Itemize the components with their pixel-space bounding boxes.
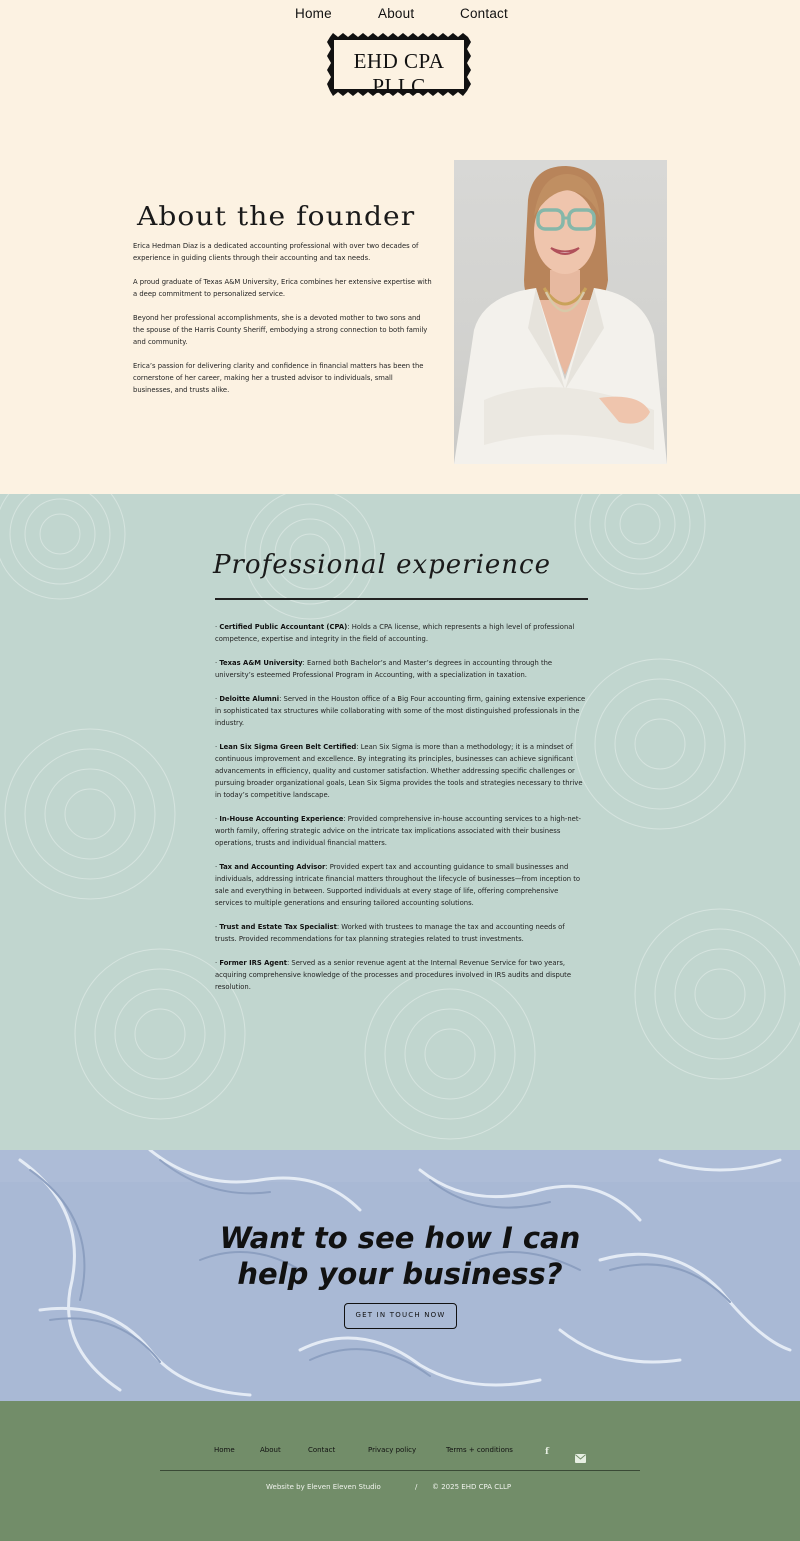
experience-item-title: Tax and Accounting Advisor — [219, 863, 326, 871]
experience-item-title: Deloitte Alumni — [219, 695, 280, 703]
footer-terms-link[interactable]: Terms + conditions — [446, 1446, 513, 1454]
about-paragraph: Beyond her professional accomplishments, she is a devoted mother to two sons and the spouse of the Harris County Sheriff, embodying a strong connection to both family and community. — [133, 314, 428, 346]
main-nav — [0, 6, 800, 24]
cta-title-line: help your business? — [237, 1257, 563, 1291]
experience-section — [0, 494, 800, 1150]
footer-privacy-link[interactable]: Privacy policy — [368, 1446, 417, 1454]
experience-item — [215, 693, 588, 729]
cta-title-line: Want to see how I can — [219, 1221, 581, 1255]
footer-credit-link[interactable]: Website by Eleven Eleven Studio — [266, 1483, 381, 1491]
experience-item — [215, 813, 588, 849]
footer-separator: / — [415, 1483, 418, 1491]
experience-item-title: Former IRS Agent — [219, 959, 287, 967]
experience-item-text: : Holds a CPA license, which represents a high level of professional competence, expertise and integrity in the field of accounting. — [215, 623, 575, 643]
footer-home-link[interactable]: Home — [214, 1446, 235, 1454]
facebook-icon[interactable]: f — [545, 1447, 549, 1457]
nav-about-link[interactable]: About — [378, 6, 415, 21]
experience-item-text: : Provided comprehensive in-house accounting services to a high-net-worth family, offering strategic advice on the intricate tax implications associated with their business operations, trusts and individual financial matters. — [215, 815, 581, 847]
nav-home-link[interactable]: Home — [295, 6, 332, 21]
footer-contact-link[interactable]: Contact — [308, 1446, 336, 1454]
footer-copyright: © 2025 EHD CPA CLLP — [432, 1483, 512, 1491]
get-in-touch-button[interactable]: GET IN TOUCH NOW — [344, 1303, 457, 1329]
about-title: About the founder — [137, 202, 416, 232]
experience-item-title: Texas A&M University — [219, 659, 303, 667]
experience-item-prefix: · — [215, 623, 220, 631]
footer-about-link[interactable]: About — [260, 1446, 281, 1454]
experience-item — [215, 621, 588, 645]
experience-item-title: In-House Accounting Experience — [219, 815, 344, 823]
site-footer — [0, 1401, 800, 1541]
experience-item-prefix: · — [215, 863, 220, 871]
site-header — [0, 0, 800, 140]
experience-item — [215, 957, 588, 993]
about-section — [0, 140, 800, 494]
logo-text: EHD CPA PLLC — [353, 49, 445, 98]
experience-item — [215, 657, 588, 681]
experience-item — [215, 861, 588, 909]
nav-contact-link[interactable]: Contact — [460, 6, 508, 21]
founder-photo — [454, 160, 667, 464]
mail-icon[interactable] — [575, 1448, 586, 1457]
experience-item-text: : Earned both Bachelor’s and Master’s degrees in accounting through the university’s esteemed Professional Program in Accounting, with a specialization in taxation. — [215, 659, 553, 679]
experience-item-text: : Served as a senior revenue agent at the Internal Revenue Service for two years, acquiring comprehensive knowledge of the processes and procedures involved in IRS audits and dispute resolution. — [215, 959, 571, 991]
experience-item-prefix: · — [215, 815, 220, 823]
experience-item-prefix: · — [215, 659, 220, 667]
experience-item-text: : Lean Six Sigma is more than a methodology; it is a mindset of continuous improvement and excellence. By integrating its principles, businesses can achieve significant advancements in efficiency, quality and customer satisfaction. Whether addressing specific challenges or pursuing broader organizational goals, Lean Six Sigma provides the tools and strategies necessary to thrive in today’s competitive landscape. — [215, 743, 583, 799]
mail-icon-glyph — [575, 1454, 586, 1463]
experience-item-text: : Provided expert tax and accounting guidance to small businesses and individuals, addressing intricate financial matters throughout the lifecycle of businesses—from inception to sale and everything in between. Supported individuals at every stage of life, offering comprehensive services to multiple generations and ensuring tailored accounting solutions. — [215, 863, 581, 907]
experience-item-prefix: · — [215, 743, 220, 751]
experience-item-prefix: · — [215, 695, 220, 703]
experience-item-title: Certified Public Accountant (CPA) — [219, 623, 348, 631]
about-paragraph: Erica’s passion for delivering clarity and confidence in financial matters has been the cornerstone of her career, making her a trusted advisor to individuals, small businesses, and trusts alike. — [133, 362, 424, 394]
founder-portrait-illustration — [454, 160, 667, 464]
about-paragraph: Erica Hedman Diaz is a dedicated accounting professional with over two decades of experience in guiding clients through their accounting and tax needs. — [133, 242, 419, 262]
experience-item-text: : Worked with trustees to manage the tax and accounting needs of trusts. Provided recommendations for tax planning strategies related to trust investments. — [215, 923, 565, 943]
cta-title — [0, 1220, 800, 1292]
footer-divider — [160, 1470, 640, 1471]
experience-item-prefix: · — [215, 959, 220, 967]
cta-section — [0, 1150, 800, 1401]
logo[interactable] — [327, 33, 471, 96]
experience-item-title: Trust and Estate Tax Specialist — [219, 923, 337, 931]
about-text — [133, 240, 433, 408]
experience-item-text: : Served in the Houston office of a Big Four accounting firm, gaining extensive experience in sophisticated tax structures while collaborating with some of the most distinguished professionals in the industry. — [215, 695, 586, 727]
experience-item — [215, 741, 588, 801]
experience-item — [215, 921, 588, 945]
experience-divider — [215, 598, 588, 600]
experience-item-prefix: · — [215, 923, 220, 931]
experience-list — [215, 621, 588, 1005]
experience-title: Professional experience — [213, 550, 551, 580]
about-paragraph: A proud graduate of Texas A&M University, Erica combines her extensive expertise with a deep commitment to personalized service. — [133, 278, 432, 298]
experience-item-title: Lean Six Sigma Green Belt Certified — [219, 743, 357, 751]
